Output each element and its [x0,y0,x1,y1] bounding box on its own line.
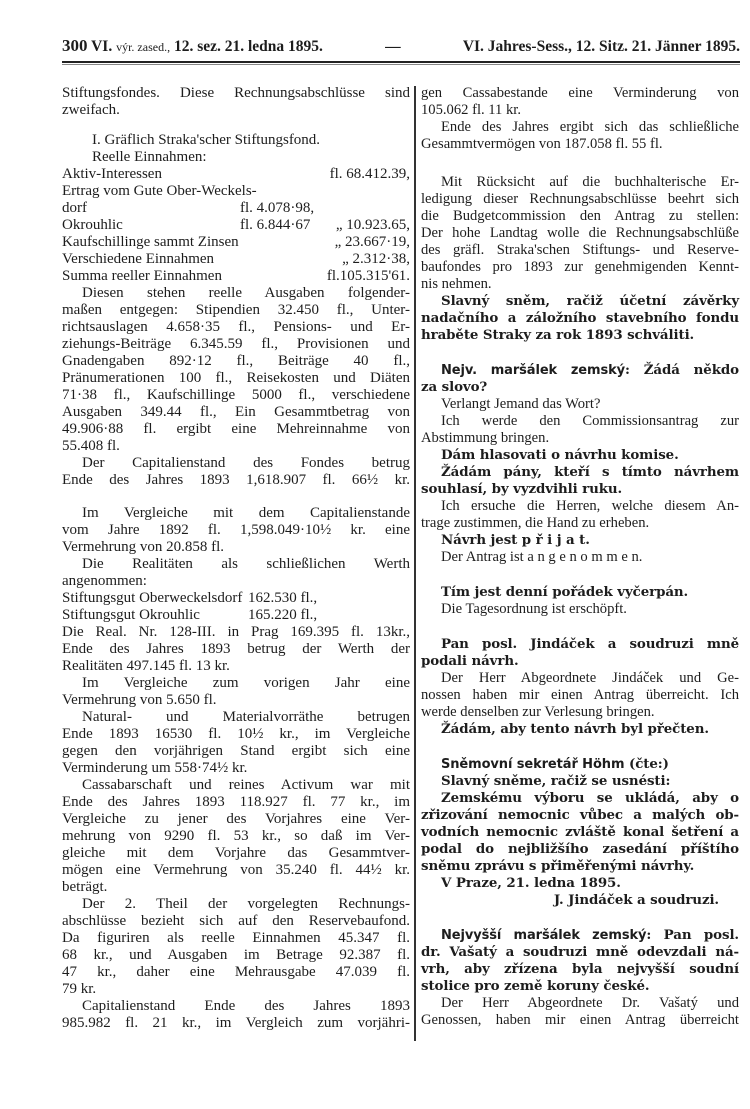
text-line: Tím jest denní pořádek vyčerpán. [441,584,689,600]
text-line [421,362,739,379]
paragraph [62,709,410,777]
text-line: mehrung von 9290 fl. 53 kr., so daß im Ver- [62,828,410,844]
paragraph [421,174,739,293]
text-line: Der Antrag ist a n g e n o m m e n. [441,549,643,565]
text-line: za slovo? [421,379,488,395]
paragraph [62,896,410,998]
ledger-label: Stiftungsgut Oberweckelsdorf [62,590,243,606]
ledger-amount: „ 23.667·19, [334,234,410,250]
paragraph [421,927,739,995]
paragraph [421,85,739,119]
ledger-label: dorf [62,200,87,216]
header-session-abbrev: výr. zased., [116,40,171,54]
text-line: Da figuriren als reelle Einnahmen 45.347 fl. [62,930,410,946]
ledger-label: Kaufschillinge sammt Zinsen [62,234,239,250]
text-line: Pan posl. Jindáček a soudruzi mně [441,636,739,652]
header-left [62,36,323,56]
text-line: stolice pro země koruny české. [421,978,650,994]
text-line: gleiche mit dem Vorjahre das Gesammtver- [62,845,410,861]
text-line: Der hohe Landtag wolle die Rechnungsabschlüße [421,225,739,241]
text-line: nis nehmen. [421,276,492,292]
text-line: Ich ersuche die Herren, welche diesem An- [441,498,739,514]
text-line: die Budgetcommission den Antrag zu stellen: [421,208,739,224]
ledger-subamount: fl. 4.078·98, [240,200,315,216]
text-line: Žádám pány, kteří s tímto návrhem [441,464,739,480]
paragraph [421,721,739,738]
ledger-amount: fl.105.315'61. [326,268,410,284]
text-line: beträgt. [62,879,108,895]
text-line: Ende des Jahres 1893 1,618.907 fl. 66½ kr. [62,472,410,488]
paragraph [62,777,410,896]
text-line: Dám hlasovati o návrhu komise. [441,447,679,463]
paragraph [62,132,410,149]
ledger-row [62,234,410,251]
text-line: maßen entgegen: Stipendien 32.450 fl., Unter- [62,302,410,318]
text-line: Ausgaben 349.44 fl., Ein Gesammtbetrag von [62,404,410,420]
text-line: Ich werde den Commissionsantrag zur [441,413,739,429]
paragraph [421,995,739,1029]
paragraph [62,590,410,624]
ledger-label: Verschiedene Einnahmen [62,251,215,267]
paragraph [421,892,739,909]
paragraph [62,556,410,590]
ledger-subamount: 162.530 fl., [248,590,318,606]
text-line: 49.906·88 fl. ergibt eine Mehreinnahme von [62,421,410,437]
text-line: Zemskému výboru se ukládá, aby o [441,790,739,806]
text-line: podali návrh. [421,653,519,669]
paragraph [421,790,739,875]
ledger-label: Ertrag vom Gute Ober-Weckels- [62,183,257,199]
ledger-row [62,268,410,285]
text-line: Genossen, haben mir einen Antrag überreicht [421,1012,739,1028]
paragraph [421,549,739,566]
paragraph [421,413,739,447]
text-line: Natural- und Materialvorräthe betrugen [82,709,410,725]
text-line: 985.982 fl. 21 kr., im Vergleich zum vorjähri- [62,1015,410,1031]
text-line: Diesen stehen reelle Ausgaben folgender- [82,285,410,301]
text-line: Gnadengaben 892·12 fl., Beiträge 40 fl., [62,353,410,369]
running-header [62,36,740,58]
ledger-row [62,166,410,183]
header-rule [62,61,740,63]
paragraph [421,670,739,721]
line-text: (čte:) [624,756,669,772]
ledger-label: Okrouhlic [62,217,123,233]
text-line: I. Gräflich Straka'scher Stiftungsfond. [92,132,321,148]
text-line: richtsauslagen 4.658·35 fl., Pensions- und Er- [62,319,410,335]
paragraph [421,532,739,549]
text-line: des gräfl. Straka'schen Stiftungs- und Reserve- [421,242,739,258]
header-dash: — [385,38,401,55]
header-rule-thin [62,64,740,65]
paragraph [421,584,739,601]
text-line: Abstimmung bringen. [421,430,550,446]
text-line: 105.062 fl. 11 kr. [421,102,521,118]
text-line: Vermehrung von 20.858 fl. [62,539,225,555]
paragraph [421,498,739,532]
text-line: Der Capitalienstand des Fondes betrug [82,455,410,471]
text-line: souhlasí, by vyzdvihli ruku. [421,481,623,497]
paragraph [421,447,739,464]
line-text: : Pan posl. [646,927,739,943]
paragraph [62,85,410,119]
text-line: trage zustimmen, die Hand zu erheben. [421,515,650,531]
ledger-amount: „ 2.312·38, [342,251,410,267]
paragraph [421,875,739,892]
text-line: Ende des Jahres ergibt sich das schließliche [441,119,739,135]
text-line: hraběte Straky za rok 1893 schváliti. [421,327,695,343]
text-line: Vermehrung von 5.650 fl. [62,692,217,708]
paragraph [62,624,410,675]
ledger-row [62,607,410,624]
text-line: Pränumerationen 100 fl., Reisekosten und Diäten [62,370,410,386]
speaker-name: Nejvyšší maršálek zemský [441,928,647,943]
text-line: baufondes pro 1893 zur genehmigenden Kennt- [421,259,739,275]
paragraph [62,998,410,1032]
text-line: 79 kr. [62,981,97,997]
ledger-subamount: 165.220 fl., [248,607,318,623]
text-line: Návrh jest p ř i j a t. [441,532,590,548]
paragraph [421,756,739,773]
column-divider [414,86,416,1041]
line-text: : Žádá někdo [625,362,740,378]
paragraph [62,149,410,166]
page-number: 300 [62,36,88,55]
text-line: nadačního a záložního stavebního fondu [421,310,739,326]
text-line: ledigung dieser Rechnungsabschlüsse beehrt sich [421,191,739,207]
text-line: Cassabarschaft und reines Activum war mit [82,777,410,793]
ledger-row [62,217,410,234]
text-line: Ende 1893 16530 fl. 10½ kr., im Vergleiche [62,726,410,742]
speaker-name: Sněmovní sekretář Höhm [441,757,625,772]
text-line: abschlüsse bezieht sich auf den Reservebaufond. [62,913,410,929]
paragraph [62,675,410,709]
paragraph [421,293,739,344]
text-line: Realitäten 497.145 fl. 13 kr. [62,658,230,674]
text-line: gen Cassabestande eine Verminderung von [421,85,739,101]
text-line: Die Tagesordnung ist erschöpft. [441,601,627,617]
text-line: podal do nejbližšího zasedání příštího [421,841,739,857]
text-line: Reelle Einnahmen: [92,149,207,165]
right-column [421,85,739,1029]
header-czech-date: 12. sez. 21. ledna 1895. [173,38,323,55]
ledger-amount: „ 10.923.65, [335,217,410,233]
text-line: vodních nemocnic zvláště konal šetření a [421,824,739,840]
ledger-label: Summa reeller Einnahmen [62,268,222,284]
text-line: Slavný sněme, račiž se usnésti: [441,773,671,789]
text-line: Vergleiche zu jener des Vorjahres eine Ver- [62,811,410,827]
ledger-row [62,183,410,200]
ledger-label: Aktiv-Interessen [62,166,162,182]
left-column [62,85,410,1032]
ledger-amount: fl. 68.412.39, [329,166,410,182]
text-line: Gesammtvermögen von 187.058 fl. 55 fl. [421,136,663,152]
text-line: Der Herr Abgeordnete Jindáček und Ge- [441,670,739,686]
ledger-row [62,590,410,607]
paragraph [421,601,739,618]
text-line: V Praze, 21. ledna 1895. [441,875,621,891]
text-line: sněmu zprávu s přiměřenými návrhy. [421,858,695,874]
text-line: J. Jindáček a soudruzi. [553,892,719,908]
ledger-label: Stiftungsgut Okrouhlic [62,607,200,623]
text-line: Im Vergleiche mit dem Capitalienstande [82,505,410,521]
paragraph [421,636,739,670]
text-line: Žádám, aby tento návrh byl přečten. [441,721,709,737]
paragraph [62,455,410,489]
text-line: 68 kr., und Ausgaben im Betrage 92.387 fl. [62,947,410,963]
text-line: dr. Vašatý a soudruzi mně odevzdali ná- [421,944,739,960]
text-line: nossen haben mir einen Antrag überreicht. Ich [421,687,739,703]
paragraph [421,396,739,413]
text-line: mögen eine Vermehrung von 35.240 fl. 44½ kr. [62,862,410,878]
paragraph [62,166,410,285]
text-line: Der Herr Abgeordnete Dr. Vašatý und [441,995,739,1011]
text-line: Der 2. Theil der vorgelegten Rechnungs- [82,896,410,912]
text-line: zřizování nemocnic vůbec a malých ob- [421,807,739,823]
paragraph [421,773,739,790]
paragraph [421,362,739,396]
text-line: Die Realitäten als schließlichen Werth [82,556,410,572]
text-line [421,927,739,944]
text-line: Ende des Jahres 1893 betrug der Werth der [62,641,410,657]
text-line: 47 kr., daher eine Mehrausgabe 47.039 fl. [62,964,410,980]
paragraph [62,505,410,556]
text-line: Verminderung um 558·74½ kr. [62,760,248,776]
header-session: VI. [91,38,113,55]
text-line: angenommen: [62,573,147,589]
text-line: ziehungs-Beiträge 6.345.59 fl., Provisionen und [62,336,410,352]
text-line: Verlangt Jemand das Wort? [441,396,601,412]
text-line: 71·38 fl., Kaufschillinge 5000 fl., verschiedene [62,387,410,403]
text-line: Im Vergleiche zum vorigen Jahr eine [82,675,410,691]
text-line: 55.408 fl. [62,438,120,454]
text-line: werde denselben zur Verlesung bringen. [421,704,655,720]
text-line: vom Jahre 1892 fl. 1,598.049·10½ kr. eine [62,522,410,538]
text-line: Capitalienstand Ende des Jahres 1893 [82,998,410,1014]
text-line: gegen den vorjährigen Stand ergibt sich eine [62,743,410,759]
text-line: zweifach. [62,102,120,118]
text-line: Die Real. Nr. 128-III. in Prag 169.395 fl. 13kr., [62,624,410,640]
text-line: vrh, aby zřízena byla nejvyšší soudní [421,961,739,977]
ledger-subamount: fl. 6.844·67 [240,217,311,233]
ledger-row [62,251,410,268]
speaker-name: Nejv. maršálek zemský [441,363,626,378]
paragraph [421,464,739,498]
text-line: Stiftungsfondes. Diese Rechnungsabschlüsse sind [62,85,410,101]
paragraph [62,285,410,455]
paragraph [421,119,739,153]
ledger-row [62,200,410,217]
text-line [421,756,739,773]
text-line: Slavný sněm, račiž účetní závěrky [441,293,739,309]
header-german-date: VI. Jahres-Sess., 12. Sitz. 21. Jänner 1895. [462,38,740,55]
text-line: Mit Rücksicht auf die buchhalterische Er- [441,174,739,190]
text-line: Ende des Jahres 1893 118.927 fl. 77 kr., im [62,794,410,810]
